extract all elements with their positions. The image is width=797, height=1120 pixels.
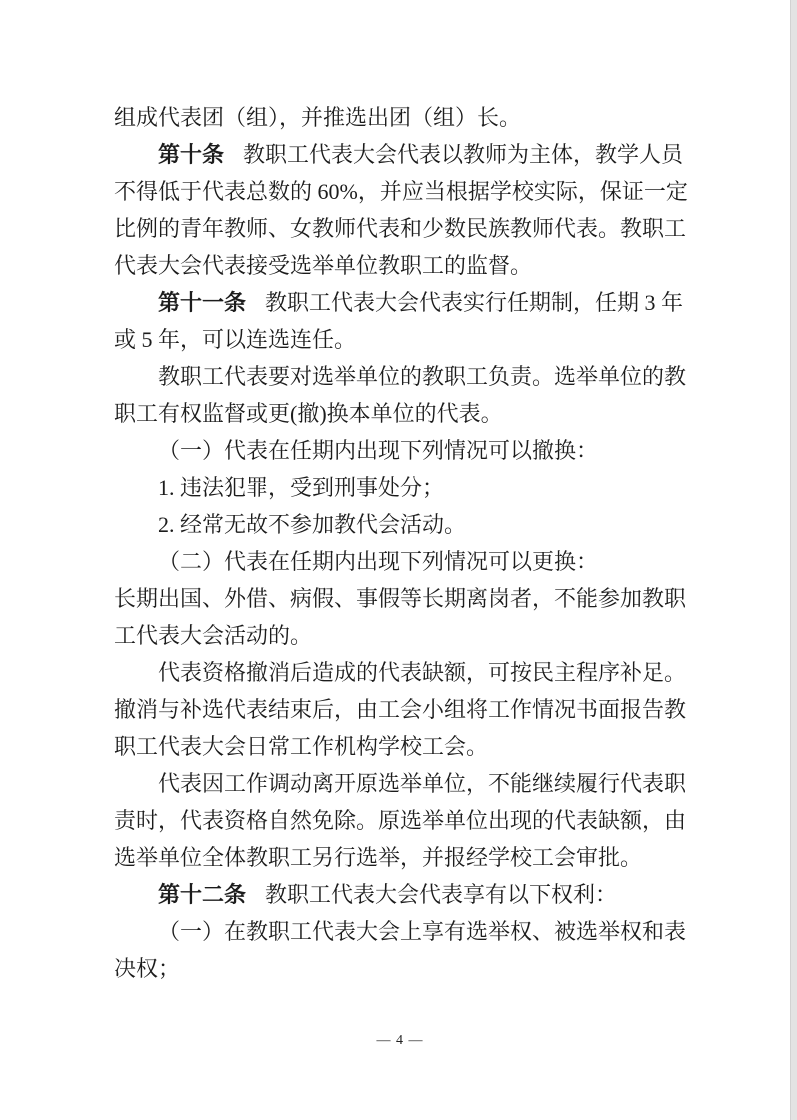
line-text: 长期出国、外借、病假、事假等长期离岗者，不能参加教职 bbox=[114, 586, 687, 611]
text-line bbox=[114, 654, 686, 691]
text-line bbox=[114, 247, 686, 284]
line-text: 代表因工作调动离开原选举单位，不能继续履行代表职 bbox=[158, 771, 687, 796]
line-text: 职工有权监督或更(撤)换本单位的代表。 bbox=[114, 401, 503, 426]
text-line bbox=[114, 580, 686, 617]
text-line bbox=[114, 395, 686, 432]
text-line bbox=[114, 173, 686, 210]
line-text: 不得低于代表总数的 60%，并应当根据学校实际，保证一定 bbox=[114, 179, 688, 204]
text-line bbox=[114, 802, 686, 839]
line-text: 2. 经常无故不参加教代会活动。 bbox=[158, 512, 467, 537]
article-line bbox=[114, 284, 686, 321]
line-text: 教职工代表大会代表享有以下权利： bbox=[265, 882, 618, 907]
article-line bbox=[114, 136, 686, 173]
line-text: 责时，代表资格自然免除。原选举单位出现的代表缺额，由 bbox=[114, 808, 687, 833]
line-text: 1. 违法犯罪，受到刑事处分； bbox=[158, 475, 445, 500]
text-line bbox=[114, 728, 686, 765]
text-line bbox=[114, 506, 686, 543]
text-line bbox=[114, 691, 686, 728]
line-text: 撤消与补选代表结束后，由工会小组将工作情况书面报告教 bbox=[114, 697, 687, 722]
line-text: 代表大会代表接受选举单位教职工的监督。 bbox=[114, 253, 533, 278]
text-line bbox=[114, 543, 686, 580]
text-line bbox=[114, 210, 686, 247]
line-text: 教职工代表大会代表实行任期制，任期 3 年 bbox=[265, 290, 684, 315]
text-line bbox=[114, 358, 686, 395]
line-text: 或 5 年，可以连选连任。 bbox=[114, 327, 357, 352]
text-line bbox=[114, 469, 686, 506]
line-text: 工代表大会活动的。 bbox=[114, 623, 313, 648]
document-body bbox=[114, 99, 686, 987]
line-text: 教职工代表要对选举单位的教职工负责。选举单位的教 bbox=[158, 364, 687, 389]
text-line bbox=[114, 839, 686, 876]
line-text: 代表资格撤消后造成的代表缺额，可按民主程序补足。 bbox=[158, 660, 687, 685]
article-heading: 第十二条 bbox=[158, 882, 247, 907]
text-line bbox=[114, 99, 686, 136]
text-line bbox=[114, 432, 686, 469]
page-number: — 4 — bbox=[376, 1033, 424, 1048]
text-line bbox=[114, 617, 686, 654]
text-line bbox=[114, 950, 686, 987]
line-text: 选举单位全体教职工另行选举，并报经学校工会审批。 bbox=[114, 845, 643, 870]
line-text: 职工代表大会日常工作机构学校工会。 bbox=[114, 734, 489, 759]
article-heading: 第十一条 bbox=[158, 290, 247, 315]
article-line bbox=[114, 876, 686, 913]
line-text: （二）代表在任期内出现下列情况可以更换： bbox=[158, 549, 599, 574]
article-heading: 第十条 bbox=[158, 142, 225, 167]
line-text: （一）在教职工代表大会上享有选举权、被选举权和表 bbox=[158, 919, 687, 944]
line-text: （一）代表在任期内出现下列情况可以撤换： bbox=[158, 438, 599, 463]
text-line bbox=[114, 765, 686, 802]
line-text: 决权； bbox=[114, 956, 181, 981]
page-right-gutter bbox=[790, 0, 797, 1120]
line-text: 比例的青年教师、女教师代表和少数民族教师代表。教职工 bbox=[114, 216, 687, 241]
line-text: 教职工代表大会代表以教师为主体，教学人员 bbox=[243, 142, 684, 167]
line-text: 组成代表团（组），并推选出团（组）长。 bbox=[114, 105, 522, 130]
text-line bbox=[114, 321, 686, 358]
text-line bbox=[114, 913, 686, 950]
